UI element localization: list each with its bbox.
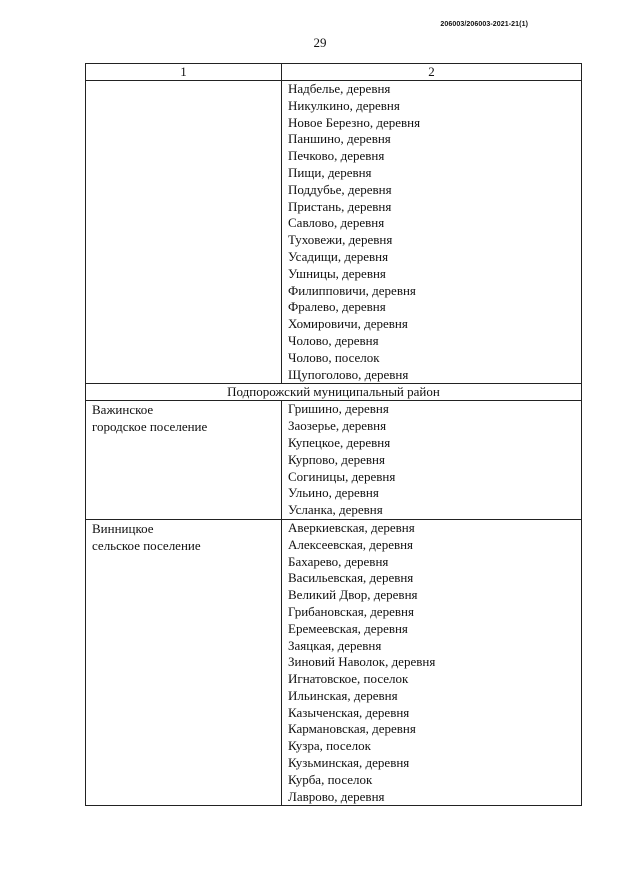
village-list bbox=[282, 401, 581, 519]
village-item: Грибановская, деревня bbox=[288, 603, 414, 619]
table-row bbox=[86, 519, 582, 806]
village-item: Кармановская, деревня bbox=[288, 721, 416, 737]
village-list bbox=[282, 81, 581, 383]
village-item: Хомировичи, деревня bbox=[288, 316, 408, 332]
village-item: Аверкиевская, деревня bbox=[288, 519, 415, 535]
village-item: Согиницы, деревня bbox=[288, 468, 396, 484]
village-item: Купецкое, деревня bbox=[288, 434, 391, 450]
village-item: Никулкино, деревня bbox=[288, 97, 400, 113]
village-item: Курба, поселок bbox=[288, 771, 373, 787]
village-item: Туховежи, деревня bbox=[288, 232, 393, 248]
document-id: 206003/206003-2021-21(1) bbox=[440, 21, 528, 28]
village-item: Лаврово, деревня bbox=[288, 788, 385, 804]
village-item: Игнатовское, поселок bbox=[288, 671, 409, 687]
district-row bbox=[86, 384, 582, 401]
district-name: Подпорожский муниципальный район bbox=[86, 384, 582, 401]
village-item: Ушницы, деревня bbox=[288, 265, 386, 281]
settlement-type: сельское поселение bbox=[92, 537, 201, 553]
table-row bbox=[86, 81, 582, 384]
village-list bbox=[282, 520, 581, 806]
village-item: Поддубье, деревня bbox=[288, 181, 392, 197]
village-item: Паншино, деревня bbox=[288, 131, 391, 147]
village-item: Курпово, деревня bbox=[288, 451, 385, 467]
settlement-type: городское поселение bbox=[92, 419, 208, 435]
village-item: Пищи, деревня bbox=[288, 164, 372, 180]
settlement-cell bbox=[86, 519, 282, 806]
village-item: Щупоголово, деревня bbox=[288, 366, 409, 382]
villages-cell bbox=[282, 81, 582, 384]
village-item: Гришино, деревня bbox=[288, 401, 389, 417]
column-2-header: 2 bbox=[282, 64, 582, 81]
table-row bbox=[86, 401, 582, 520]
village-item: Еремеевская, деревня bbox=[288, 620, 408, 636]
village-item: Заяцкая, деревня bbox=[288, 637, 382, 653]
village-item: Филипповичи, деревня bbox=[288, 282, 416, 298]
settlement-name: Важинское bbox=[92, 402, 154, 418]
village-item: Пристань, деревня bbox=[288, 198, 392, 214]
village-item: Усланка, деревня bbox=[288, 502, 383, 518]
village-item: Ульино, деревня bbox=[288, 485, 379, 501]
village-item: Усадищи, деревня bbox=[288, 248, 389, 264]
villages-cell bbox=[282, 401, 582, 520]
village-item: Надбелье, деревня bbox=[288, 81, 391, 96]
village-item: Васильевская, деревня bbox=[288, 570, 414, 586]
village-item: Чолово, поселок bbox=[288, 349, 380, 365]
village-item: Чолово, деревня bbox=[288, 332, 379, 348]
settlement-cell bbox=[86, 401, 282, 520]
village-item: Алексеевская, деревня bbox=[288, 536, 414, 552]
settlements-table bbox=[85, 63, 582, 806]
table-header-row bbox=[86, 64, 582, 81]
village-item: Печково, деревня bbox=[288, 148, 385, 164]
villages-cell bbox=[282, 519, 582, 806]
village-item: Савлово, деревня bbox=[288, 215, 385, 231]
village-item: Кузра, поселок bbox=[288, 738, 371, 754]
settlement-cell bbox=[86, 81, 282, 384]
village-item: Кузьминская, деревня bbox=[288, 755, 410, 771]
village-item: Казыченская, деревня bbox=[288, 704, 410, 720]
village-item: Зиновий Наволок, деревня bbox=[288, 654, 436, 670]
column-1-header: 1 bbox=[86, 64, 282, 81]
settlement-name: Винницкое bbox=[92, 520, 154, 536]
village-item: Заозерье, деревня bbox=[288, 418, 387, 434]
village-item: Ильинская, деревня bbox=[288, 687, 398, 703]
village-item: Бахарево, деревня bbox=[288, 553, 389, 569]
village-item: Фралево, деревня bbox=[288, 299, 386, 315]
village-item: Новое Березно, деревня bbox=[288, 114, 421, 130]
page-number: 29 bbox=[313, 35, 327, 50]
village-item: Великий Двор, деревня bbox=[288, 587, 418, 603]
